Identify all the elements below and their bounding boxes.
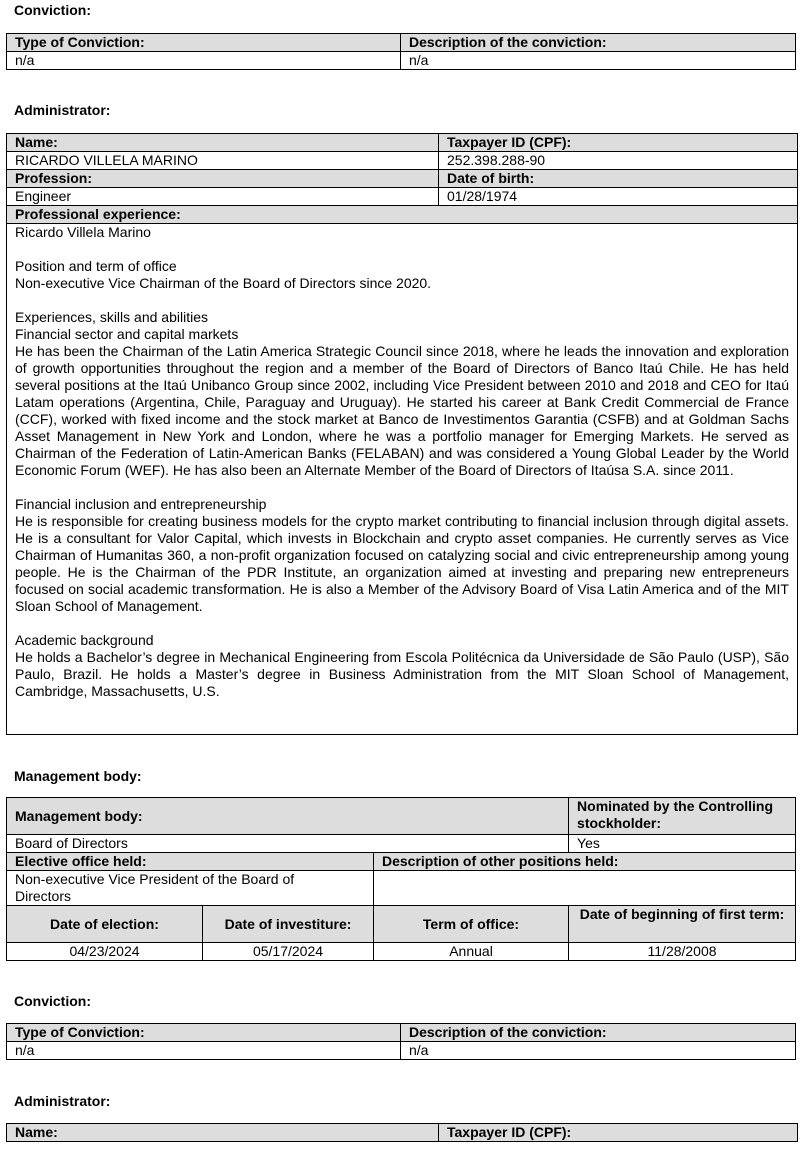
name-value: RICARDO VILLELA MARINO — [7, 152, 439, 170]
conviction-2-section-title: Conviction: — [14, 993, 91, 1009]
date-of-investiture-header: Date of investiture: — [203, 906, 374, 943]
skills-heading: Experiences, skills and abilities — [15, 309, 208, 325]
nominated-header: Nominated by the Controlling stockholder: — [569, 798, 796, 835]
position-heading: Position and term of office — [15, 258, 177, 274]
inclusion-heading: Financial inclusion and entrepreneurship — [15, 496, 267, 512]
professional-experience-header: Professional experience: — [7, 206, 798, 224]
date-of-birth-header: Date of birth: — [439, 170, 798, 188]
administrator-2-table — [6, 1123, 798, 1142]
profession-value: Engineer — [7, 188, 439, 206]
administrator-2-cpf-header: Taxpayer ID (CPF): — [439, 1124, 798, 1142]
inclusion-text: He is responsible for creating business models for the crypto market contributing to financial inclusion through digital assets. He is a consultant for Valor Capital, which invests in Blockchain and crypto asset companies. He currently serves as Vice Chairman of Humanitas 360, a non-profit organization focused on catalyzing social and civic entrepreneurship among young people. He is the Chairman of the PDR Institute, an organization aimed at investing and preparing new entrepreneurs focused on social academic transformation. He is also a Member of the Advisory Board of Visa Latin America and of the MIT Sloan School of Management. — [15, 513, 789, 614]
conviction-description-header: Description of the conviction: — [401, 34, 796, 52]
elective-office-value: Non-executive Vice President of the Board of Directors — [7, 871, 374, 906]
elective-office-header: Elective office held: — [7, 853, 374, 871]
administrator-section-title: Administrator: — [14, 102, 111, 118]
name-header: Name: — [7, 134, 439, 152]
academic-heading: Academic background — [15, 632, 154, 648]
term-of-office-header: Term of office: — [374, 906, 569, 943]
experience-prose — [15, 224, 789, 700]
conviction-2-type-header: Type of Conviction: — [7, 1024, 401, 1042]
management-table — [6, 797, 796, 961]
date-of-election-value: 04/23/2024 — [7, 943, 203, 961]
date-of-election-header: Date of election: — [7, 906, 203, 943]
position-text: Non-executive Vice Chairman of the Board of Directors since 2020. — [15, 275, 432, 291]
first-term-date-header: Date of beginning of first term: — [569, 906, 796, 943]
management-body-header: Management body: — [7, 798, 569, 835]
profession-header: Profession: — [7, 170, 439, 188]
nominated-value: Yes — [569, 835, 796, 853]
cpf-header: Taxpayer ID (CPF): — [439, 134, 798, 152]
other-positions-value — [374, 871, 796, 906]
administrator-2-section-title: Administrator: — [14, 1093, 111, 1109]
conviction-table — [6, 33, 796, 70]
management-body-value: Board of Directors — [7, 835, 569, 853]
cpf-value: 252.398.288-90 — [439, 152, 798, 170]
conviction-2-description-header: Description of the conviction: — [401, 1024, 796, 1042]
conviction-2-type-value: n/a — [7, 1042, 401, 1060]
conviction-type-header: Type of Conviction: — [7, 34, 401, 52]
term-of-office-value: Annual — [374, 943, 569, 961]
date-of-investiture-value: 05/17/2024 — [203, 943, 374, 961]
administrator-table — [6, 133, 798, 735]
first-term-date-value: 11/28/2008 — [569, 943, 796, 961]
academic-text: He holds a Bachelor’s degree in Mechanical Engineering from Escola Politécnica da Universidade de São Paulo (USP), São Paulo, Brazil. He holds a Master’s degree in Business Administration from the MIT Sloan School of Management, Cambridge, Massachusetts, U.S. — [15, 649, 789, 699]
financial-heading: Financial sector and capital markets — [15, 326, 239, 342]
other-positions-header: Description of other positions held: — [374, 853, 796, 871]
financial-text: He has been the Chairman of the Latin America Strategic Council since 2018, where he leads the innovation and exploration of growth opportunities throughout the region and a member of the Board of Directors of Banco Itaú Chile. He has held several positions at the Itaú Unibanco Group since 2002, including Vice President between 2010 and 2018 and CEO for Itaú Latam operations (Argentina, Chile, Paraguay and Uruguay). He started his career at Bank Credit Commercial de France (CCF), worked with fixed income and the stock market at Banco de Investimentos Garantia (CSFB) and at Goldman Sachs Asset Management in New York and London, where he was a portfolio manager for Emerging Markets. He served as Chairman of the Federation of Latin-American Banks (FELABAN) and was considered a Young Global Leader by the World Economic Forum (WEF). He has also been an Alternate Member of the Board of Directors of Itaúsa S.A. since 2011. — [15, 343, 789, 478]
management-section-title: Management body: — [14, 768, 142, 784]
conviction-section-title: Conviction: — [14, 2, 91, 18]
conviction-2-description-value: n/a — [401, 1042, 796, 1060]
experience-person: Ricardo Villela Marino — [15, 224, 151, 240]
date-of-birth-value: 01/28/1974 — [439, 188, 798, 206]
professional-experience-body — [7, 224, 798, 735]
conviction-description-value: n/a — [401, 52, 796, 70]
conviction-type-value: n/a — [7, 52, 401, 70]
conviction-2-table — [6, 1023, 796, 1060]
administrator-2-name-header: Name: — [7, 1124, 439, 1142]
